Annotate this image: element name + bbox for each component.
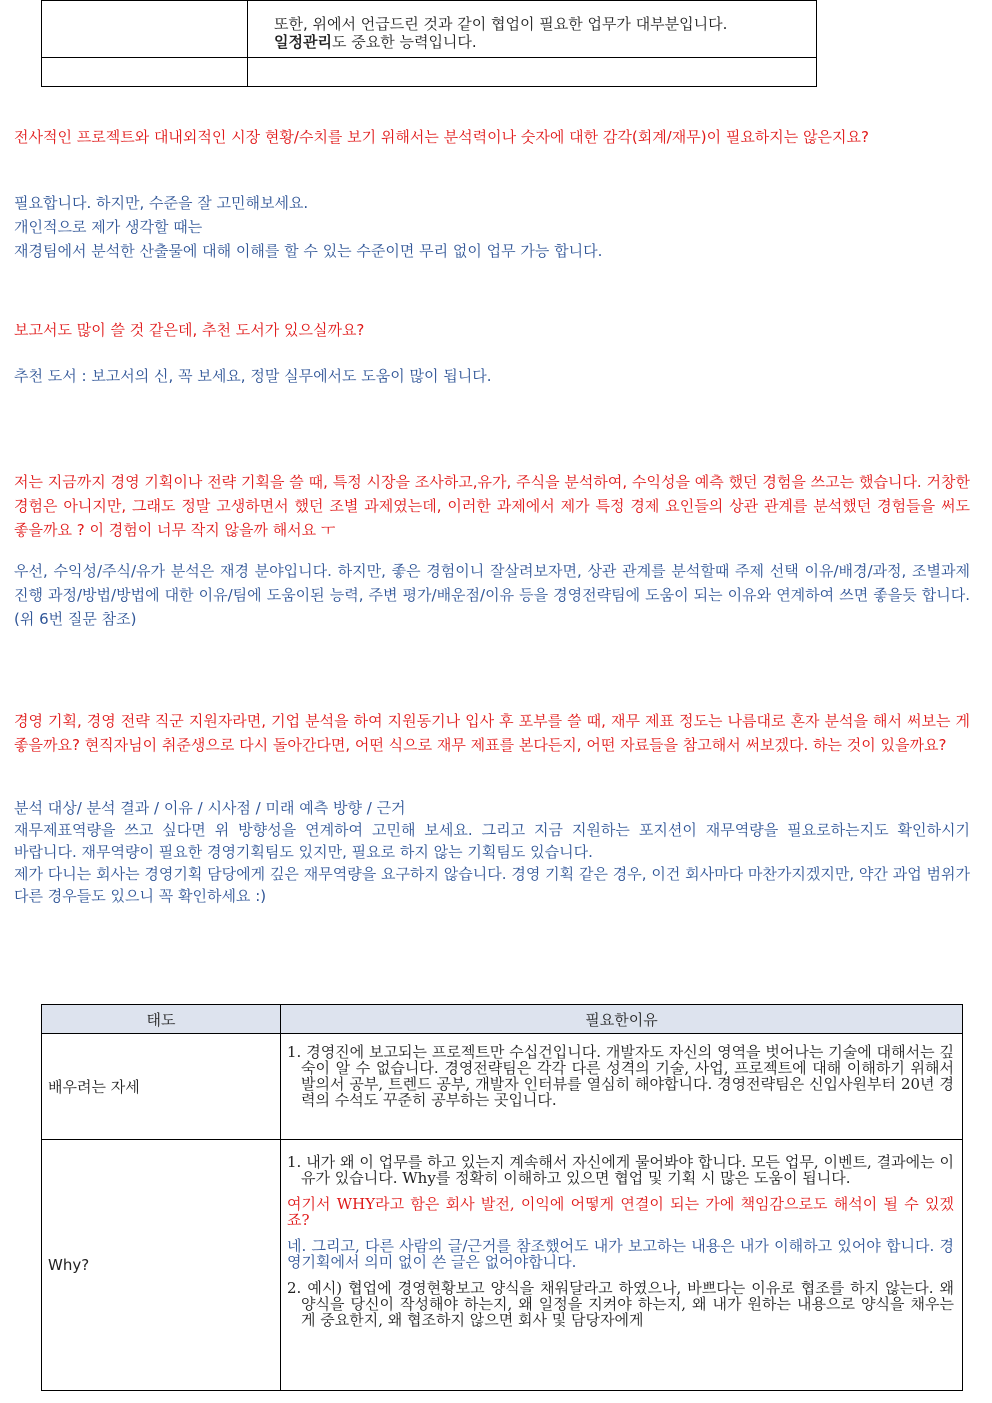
answer-line: 재경팀에서 분석한 산출물에 대해 이해를 할 수 있는 수준이면 무리 없이 업무 가능 합니다.	[14, 242, 603, 260]
header-reason: 필요한이유	[281, 1005, 963, 1034]
table-row	[42, 1140, 963, 1391]
question-4: 경영 기획, 경영 전략 직군 지원자라면, 기업 분석을 하여 지원동기나 입사 후 포부를 쓸 때, 재무 제표 정도는 나름대로 혼자 분석을 해서 써보는 게 좋을까요? 현직자님이 취준생으로 다시 돌아간다면, 어떤 식으로 재무 제표를 본다든지, 어떤 자료들을 참고해서 써보겠다. 하는 것이 있을까요?	[14, 712, 970, 754]
attitude-label: 배우려는 자세	[42, 1034, 281, 1140]
top-table-cell-empty	[42, 1, 248, 58]
answer-4	[14, 797, 970, 907]
answer-line: 제가 다니는 회사는 경영기획 담당에게 깊은 재무역량을 요구하지 않습니다. 경영 기획 같은 경우, 이건 회사마다 마찬가지겠지만, 약간 과업 범위가 다른 경우들도 있으니 꼭 확인하세요 :)	[14, 865, 970, 905]
top-table	[41, 0, 817, 87]
reason-paragraph: 1. 경영진에 보고되는 프로젝트만 수십건입니다. 개발자도 자신의 영역을 벗어나는 기술에 대해서는 깊숙이 알 수 없습니다. 경영전략팀은 각각 다른 성격의 기술, 사업, 프로젝트에 대해 이해하기 위해서 발의서 공부, 트렌드 공부, 개발자 인터뷰를 열심히 해야합니다. 경영전략팀은 신입사원부터 20년 경력의 수석도 꾸준히 공부하는 곳입니다.	[287, 1043, 954, 1109]
bold-term: 일정관리	[274, 33, 332, 51]
answer-3: 우선, 수익성/주식/유가 분석은 재경 분야입니다. 하지만, 좋은 경험이니 잘살려보자면, 상관 관계를 분석할때 주제 선택 이유/배경/과정, 조별과제 진행 과정/방법/방법에 대한 이유/팀에 도움이된 능력, 주변 평가/배운점/이유 등을 경영전략팀에 도움이 되는 이유와 연계하여 쓰면 좋을듯 합니다. (위 6번 질문 참조)	[14, 562, 970, 628]
attitude-table-header	[42, 1005, 963, 1034]
top-table-text: 또한, 위에서 언급드린 것과 같이 협업이 필요한 업무가 대부분입니다.	[274, 15, 728, 33]
reason-paragraph: 1. 내가 왜 이 업무를 하고 있는지 계속해서 자신에게 물어봐야 합니다. 모든 업무, 이벤트, 결과에는 이유가 있습니다. Why를 정확히 이해하고 있으면 협업 및 기획 시 많은 도움이 됩니다.	[287, 1153, 954, 1187]
reason-cell	[281, 1140, 963, 1391]
answer-1	[14, 191, 970, 263]
reason-paragraph: 2. 예시) 협업에 경영현황보고 양식을 채워달라고 하였으나, 바쁘다는 이유로 협조를 하지 않는다. 왜 양식을 당신이 작성해야 하는지, 왜 일정을 지켜야 하는지, 왜 내가 원하는 내용으로 양식을 채우는 게 중요한지, 왜 협조하지 않으면 회사 및 담당자에게	[287, 1279, 954, 1329]
header-attitude: 태도	[42, 1005, 281, 1034]
top-table-rest: 도 중요한 능력입니다.	[331, 33, 477, 51]
top-table-row	[42, 1, 817, 58]
answer-line: 재무제표역량을 쓰고 싶다면 위 방향성을 연계하여 고민해 보세요. 그리고 지금 지원하는 포지션이 재무역량을 필요로하는지도 확인하시기 바랍니다. 재무역량이 필요한 경영기획팀도 있지만, 필요로 하지 않는 기획팀도 있습니다.	[14, 821, 970, 861]
reason-cell	[281, 1034, 963, 1140]
top-table-row	[42, 58, 817, 87]
attitude-label: Why?	[42, 1140, 281, 1391]
answer-line: 분석 대상/ 분석 결과 / 이유 / 시사점 / 미래 예측 방향 / 근거	[14, 799, 406, 817]
answer-line: 필요합니다. 하지만, 수준을 잘 고민해보세요.	[14, 194, 309, 212]
table-row	[42, 1034, 963, 1140]
top-table-cell	[248, 1, 817, 58]
attitude-table	[41, 1004, 963, 1391]
question-2: 보고서도 많이 쓸 것 같은데, 추천 도서가 있으실까요?	[14, 321, 365, 339]
question-3: 저는 지금까지 경영 기획이나 전략 기획을 쓸 때, 특정 시장을 조사하고,유가, 주식을 분석하여, 수익성을 예측 했던 경험을 쓰고는 했습니다. 거창한 경험은 아니지만, 그래도 정말 고생하면서 했던 조별 과제였는데, 이러한 과제에서 제가 특정 경제 요인들의 상관 관계를 분석했던 경험들을 써도 좋을까요 ? 이 경험이 너무 작지 않을까 해서요 ㅜ	[14, 473, 970, 539]
answer-2: 추천 도서 : 보고서의 신, 꼭 보세요, 정말 실무에서도 도움이 많이 됩니다.	[14, 367, 492, 385]
top-table-text-line2	[274, 33, 810, 51]
top-table-cell-empty	[248, 58, 817, 87]
reason-comment-question: 여기서 WHY라고 함은 회사 발전, 이익에 어떻게 연결이 되는 가에 책임감으로도 해석이 될 수 있겠죠?	[287, 1195, 954, 1229]
question-1: 전사적인 프로젝트와 대내외적인 시장 현황/수치를 보기 위해서는 분석력이나 숫자에 대한 감각(회계/재무)이 필요하지는 않은지요?	[14, 128, 869, 146]
top-table-cell-empty	[42, 58, 248, 87]
reason-comment-answer: 네. 그리고, 다른 사람의 글/근거를 참조했어도 내가 보고하는 내용은 내가 이해하고 있어야 합니다. 경영기획에서 의미 없이 쓴 글은 없어야합니다.	[287, 1237, 954, 1271]
answer-line: 개인적으로 제가 생각할 때는	[14, 218, 203, 236]
